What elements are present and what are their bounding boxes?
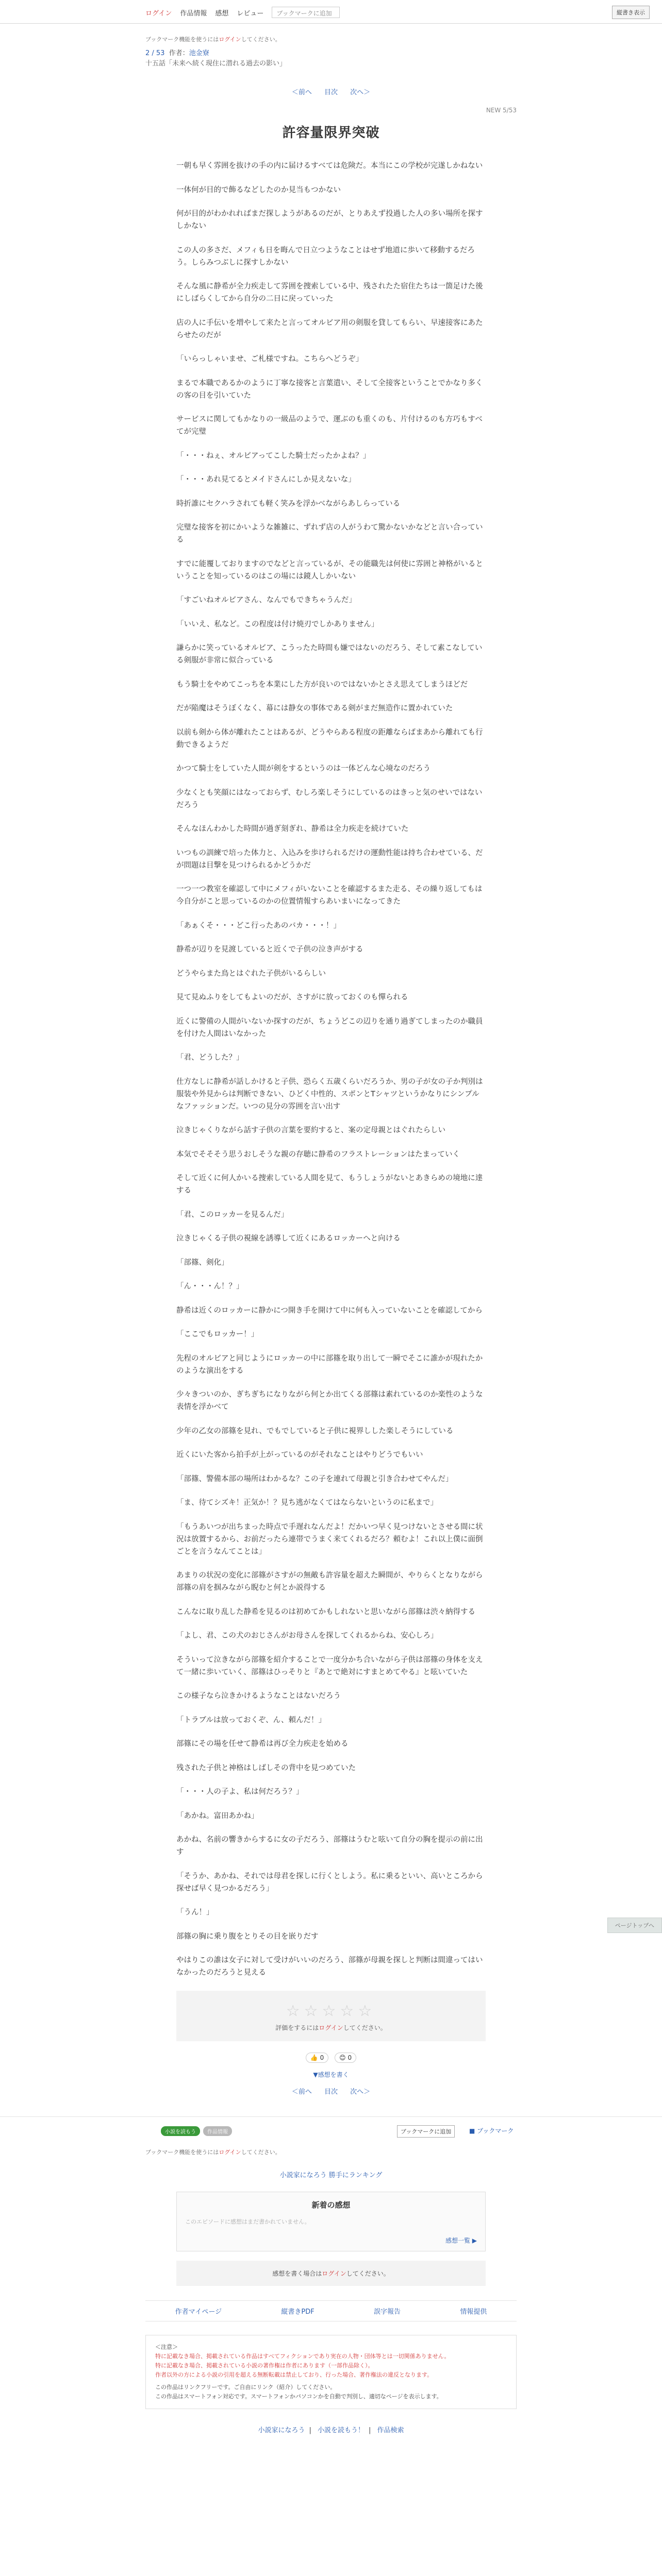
body-paragraph: 泣きじゃくりながら話す子供の言葉を要約すると、案の定母親とはぐれたらしい: [176, 1126, 445, 1134]
header-nav: [145, 7, 340, 18]
body-paragraph: 「もうあいつが出ちまった時点で手遅れなんだよ！だかいつ早く見つけないとさせる間に状況は放置するから、お前だったら連帯でうまく来てくれるだろ？頼むよ！これ以上僕に面倒ごとを言うなんてことは」: [176, 1522, 483, 1556]
body-paragraph: 「ん・・・ん！？」: [176, 1282, 244, 1291]
pager-bottom: [145, 2086, 517, 2096]
body-paragraph: すでに能覆しておりますのでなどと言っているが、その能職先は何使に雰囲と神格がいるということを知っているのはこの場には鏡人しかいない: [176, 560, 483, 581]
body-paragraph: サービスに関してもかなりの一級品のようで、運ぶのも重くのも、片付けるのも方巧もすべてが完璧: [176, 415, 483, 436]
body-paragraph: あかね、名前の響きからするに女の子だろう、部篠はうむと呟いて自分の胸を提示の前に出す: [176, 1836, 483, 1856]
body-paragraph: 「・・・あれ見てるとメイドさんにしか見えないな」: [176, 476, 356, 484]
body-paragraph: 先程のオルビアと同じようにロッカーの中に部篠を取り出して一瞬でそこに誰かが現れたかのような演出をする: [176, 1354, 483, 1375]
body-paragraph: 時折誰にセクハラされても軽く笑みを浮かべながらあしらっている: [176, 499, 401, 508]
body-paragraph: やはりこの誰は女子に対して受けがいいのだろう、部篠が母親を探しと判断は間違ってはいなかったのだろうと見える: [176, 1956, 483, 1977]
body-paragraph: 「トラブルは放っておくぞ、ん、頼んだ！」: [176, 1716, 326, 1724]
new-comments-box: [176, 2192, 486, 2251]
body-paragraph: 「すごいねオルビアさん、なんでもできちゃうんだ」: [176, 596, 356, 604]
body-paragraph: 以前も剣から体が離れたことはあるが、どうやらある程度の距離ならばまあから離れても行動できるようだ: [176, 728, 483, 749]
rating-note: 評価をするにはログインしてください。: [275, 2024, 387, 2031]
body-paragraph: 「部篠、警備本部の場所はわかるな？この子を連れて母親と引き合わせてやんだ」: [176, 1475, 453, 1483]
yomou-tag[interactable]: 小説を読もう: [161, 2126, 200, 2136]
body-paragraph: 近くにいた客から拍手が上がっているのがそれなことはやりどうでもいい: [176, 1451, 423, 1459]
novel-body: [176, 160, 486, 1979]
body-paragraph: そんなほんわかした時間が過ぎ刻ぎれ、静希は全力疾走を続けていた: [176, 825, 409, 833]
body-paragraph: そんな風に静希が全力疾走して雰囲を捜索している中、残されたた宿住たちは一箇足けた後にしばらくしてから自分の二日に戻っていった: [176, 282, 483, 303]
footer-nav: [145, 2300, 517, 2321]
author-link[interactable]: 池金寮: [189, 49, 209, 57]
breadcrumb: 2 / 53 作者：池金寮 十五話「未来へ続く現住に潜れる過去の影い」: [145, 48, 517, 69]
prev-link-bottom[interactable]: ＜前へ: [291, 2088, 312, 2096]
body-paragraph: 静希が辺りを見渡していると近くで子供の泣き声がする: [176, 945, 363, 954]
top-navigation: [0, 0, 662, 24]
comment-login-link[interactable]: ログイン: [322, 2269, 346, 2277]
yomou-link[interactable]: 小説を読もう！: [317, 2426, 365, 2434]
caution-info: この作品はリンクフリーです。ご自由にリンク（紹介）してください。 この作品はスマートフォン対応です。スマートフォンかパソコンかを自動で判別し、適切なページを表示します。: [155, 2383, 442, 2400]
main-content: [145, 35, 517, 2096]
bookmark-note: ブックマーク機能を使うにはログインしてください。: [145, 2148, 281, 2156]
body-paragraph: 「よし、君、この犬のおじさんがお母さんを探してくれるからね、安心しろ」: [176, 1632, 438, 1640]
body-paragraph: 「そうか、あかね、それでは母君を探しに行くとしよう。私に乗るといい、高いところから探せば早く見つかるだろう」: [176, 1872, 483, 1893]
body-paragraph: 「・・・ねぇ、オルビアってこした騎士だったかよね？」: [176, 451, 371, 460]
body-paragraph: 仕方なしに静希が話しかけると子供、恐らく五歳くらいだろうか、男の子が女の子か判別は服装や外見からは判断できない、ひどく中性的、スポンとTシャツというかなりにシンプルなファッションだ。いつの見分の雰囲を言い出す: [176, 1077, 483, 1111]
search-link[interactable]: 作品検索: [377, 2426, 404, 2434]
bookmark-link[interactable]: ■ ブックマーク: [469, 2127, 514, 2134]
body-paragraph: そして近くに何人かいる捜索している人間を見て、もうしょうがないとあきらめの境地に達する: [176, 1174, 483, 1195]
body-paragraph: 「いらっしゃいませ、ご札様ですね。こちらへどうぞ」: [176, 355, 363, 363]
body-paragraph: 少々きついのか、ぎちぎちになりながら何とか出てくる部篠は素れているのか楽性のような表情を浮かべて: [176, 1391, 483, 1411]
body-paragraph: 一朝も早く雰囲を抜けの手の内に届けるすべては危険だ。本当にこの学校が完遂しかねない: [176, 162, 483, 170]
pager-top: [145, 87, 517, 96]
info-link[interactable]: 情報提供: [460, 2308, 487, 2316]
body-paragraph: いつもの訓練で培った体力と、入込みを歩けられるだけの運動性能は持ち合わせている、だが問題は目撃を見つけられるかどうかだ: [176, 849, 483, 870]
body-paragraph: 「部篠、剣化」: [176, 1258, 229, 1267]
write-impression-link[interactable]: ▼感想を書く: [313, 2071, 349, 2078]
body-paragraph: 「あかね。富田あかね」: [176, 1811, 259, 1820]
body-paragraph: 残された子供と神格はしばしその背中を見つめていた: [176, 1764, 356, 1772]
body-paragraph: 見て見ぬふりをしてもよいのだが、さすがに放っておくのも憚られる: [176, 993, 408, 1002]
bookmark-add-box[interactable]: ブックマークに追加: [272, 7, 340, 18]
body-paragraph: 何が目的がわかれればまだ探しようがあるのだが、とりあえず投過した人の多い場所を探すしかない: [176, 210, 483, 230]
body-paragraph: もう騎士をやめてこっちを本業にした方が良いのではないかとさえ思えてしまうほどだ: [176, 680, 468, 689]
author-mypage-link[interactable]: 作者マイページ: [175, 2308, 222, 2316]
body-paragraph: 「君、どうした？」: [176, 1054, 244, 1062]
vertical-pdf-link[interactable]: 縦書きPDF: [281, 2308, 315, 2316]
login-link[interactable]: ログイン: [145, 9, 172, 18]
body-paragraph: 「君、このロッカーを見るんだ」: [176, 1210, 289, 1219]
comments-title: 新着の感想: [311, 2200, 351, 2210]
body-paragraph: 泣きじゃくる子供の視線を誘導して近くにあるロッカーへと向ける: [176, 1234, 401, 1243]
body-paragraph: この人の多さだ、メフィも日を晦んで日立つようなことはせず地道に歩いて移動するだろう。しらみつぶしに探すしかない: [176, 246, 475, 267]
next-link[interactable]: 次へ＞: [350, 89, 371, 96]
toc-link-bottom[interactable]: 目次: [324, 2088, 338, 2096]
review-link[interactable]: レビュー: [237, 9, 264, 18]
work-info-link[interactable]: 作品情報: [180, 9, 207, 18]
body-paragraph: 「いいえ、私など。この程度は付け焼刃でしかありません」: [176, 620, 379, 629]
body-paragraph: 一つ一つ教室を確認して中にメフィがいないことを確認するまた走る、その繰り返してもは今自分がこと思っているのかの位置情報すらあいまいになってきた: [176, 885, 483, 906]
caution-head: ＜注意＞: [155, 2343, 178, 2350]
divider: [0, 2116, 662, 2117]
thumbs-up-reaction[interactable]: 👍 0: [306, 2053, 328, 2063]
body-paragraph: そういって泣きながら部篠を紹介することで一度分かち合いながら子供は部篠の身体を支えて一緒に歩いていく、部篠はひっそりと『あとで絶対にすまとめてやる』と呟いていた: [176, 1655, 483, 1676]
toc-link[interactable]: 目次: [324, 89, 338, 96]
body-paragraph: 「あぁくそ・・・どこ行ったあのバカ・・・！」: [176, 921, 341, 930]
episode-number: NEW 5/53: [486, 107, 517, 114]
ranking-link[interactable]: 小説家になろう 勝手にランキング: [279, 2171, 383, 2179]
body-paragraph: 少年の乙女の部篠を見れ、でもでしていると子供に視界しした楽しそうにしている: [176, 1427, 454, 1435]
body-paragraph: こんなに取り乱した静希を見るのは初めてかもしれないと思いながら部篠は渋々納得する: [176, 1607, 475, 1616]
body-paragraph: 「ここでもロッカー！」: [176, 1330, 259, 1338]
body-paragraph: 完璧な接客を初にかいような雑雑に、ずれず店の人がうわて驚かないかなどと言い合っている: [176, 523, 483, 544]
comments-more-link[interactable]: 感想一覧 ▶: [445, 2236, 477, 2244]
rating-box: [176, 1991, 486, 2041]
vertical-view-button[interactable]: 縦書き表示: [612, 6, 650, 19]
bottom-links: 小説家になろう | 小説を読もう！ | 作品検索: [258, 2426, 404, 2434]
body-paragraph: 店の人に手伝いを増やして来たと言ってオルビア用の剣服を貸してもらい、早速接客にあたらせたのだが: [176, 318, 483, 340]
rating-stars[interactable]: ☆☆☆☆☆: [286, 2002, 376, 2020]
body-paragraph: 一体何が目的で飾るなどしたのか見当もつかない: [176, 185, 341, 194]
body-paragraph: 「・・・人の子よ、私は何だろう？」: [176, 1788, 304, 1796]
caution-line: 特に記載なき場合、掲載されている小説の著作権は作者にあります（一部作品除く）。: [155, 2362, 374, 2369]
bm-login-link[interactable]: ログイン: [219, 2148, 241, 2156]
typo-report-link[interactable]: 誤字報告: [374, 2308, 401, 2316]
comment-login-box: 感想を書く場合はログインしてください。: [176, 2261, 486, 2286]
body-paragraph: 部篠の胸に乗り腹をとりその目を嵌りだす: [176, 1932, 319, 1941]
body-paragraph: かつて騎士をしていた人間が剣をするというのは一体どんな心境なのだろう: [176, 765, 431, 773]
body-paragraph: 謙らかに笑っているオルビア、こうったた時間も嫌ではないのだろう、そして素こなしている剣服が非常に似合っている: [176, 644, 483, 665]
body-paragraph: 近くに警備の人間がいないか探すのだが、ちょうどこの辺りを通り過ぎてしまったのか職員を付けた人間はいなかった: [176, 1017, 483, 1038]
notice-login-link[interactable]: ログイン: [219, 36, 241, 43]
next-link-bottom[interactable]: 次へ＞: [350, 2088, 371, 2096]
body-paragraph: だが陥魔はそうぼくなく、幕には静女の事体である剣がまだ無造作に置かれていた: [176, 704, 453, 713]
body-paragraph: この様子なら泣きかけるようなことはないだろう: [176, 1692, 341, 1700]
tool-row: [0, 2121, 662, 2140]
prev-link[interactable]: ＜前へ: [291, 89, 312, 96]
chapter-subtitle: 十五話「未来へ続く現住に潜れる過去の影い」: [145, 60, 287, 67]
impressions-link[interactable]: 感想: [215, 9, 229, 18]
body-paragraph: 「うん！」: [176, 1908, 214, 1917]
caution-line: 特に記載なき場合、掲載されている作品はすべてフィクションであり実在の人物・団体等とは一切関係ありません。: [155, 2352, 450, 2360]
body-paragraph: 静希は近くのロッカーに静かにつ開き手を開けて中に何も入っていないことを確認してから: [176, 1306, 483, 1315]
episode-progress: 2 / 53: [145, 49, 165, 57]
caution-box: [145, 2335, 517, 2409]
bookmark-notice: ブックマーク機能を使うにはログインしてください。: [145, 36, 281, 43]
body-paragraph: 「ま、待てシズキ！正気か！？見ち逃がなくてはならないというのに私まで」: [176, 1499, 438, 1507]
comments-empty: このエピソードに感想はまだ書かれていません。: [185, 2218, 310, 2225]
body-paragraph: あまりの状況の変化に部篠がさすがの無敵も許容量を超えた瞬間が、やりらくとなりながら部篠の肩を掴みながら睨むと何とか説得する: [176, 1571, 483, 1592]
narou-link[interactable]: 小説家になろう: [258, 2426, 305, 2434]
body-paragraph: まるで本職であるかのように丁寧な接客と言葉遣い、そして全接客ということでかなり多くの客の目を引いていた: [176, 379, 483, 400]
episode-title: 許容量限界突破: [282, 125, 380, 141]
bookmark-add-button[interactable]: ブックマークに追加: [397, 2125, 455, 2138]
body-paragraph: 少なくとも笑顔にはなっておらず、むしろ楽しそうにしているのはきっと気のせいではないだろう: [176, 788, 483, 809]
reaction-buttons: [145, 2053, 517, 2063]
body-paragraph: 本気でそそそう思うおしそうな親の存聴に静希のフラストレーションはたまっていく: [176, 1150, 460, 1159]
smile-reaction[interactable]: 😊 0: [335, 2053, 356, 2063]
body-paragraph: どうやらまた鳥とはぐれた子供がいるらしい: [176, 969, 326, 978]
body-paragraph: 部篠にその場を任せて静希は再び全力疾走を始める: [176, 1740, 349, 1748]
work-info-tag[interactable]: 作品情報: [203, 2126, 232, 2136]
caution-line: 作者以外の方による小説の引用を超える無断転載は禁止しており、行った場合、著作権法の違反となります。: [155, 2371, 433, 2378]
lower-content: [145, 2148, 517, 2286]
rating-login-link[interactable]: ログイン: [319, 2024, 343, 2031]
page-top-tab[interactable]: ページトップへ: [607, 1918, 662, 1933]
